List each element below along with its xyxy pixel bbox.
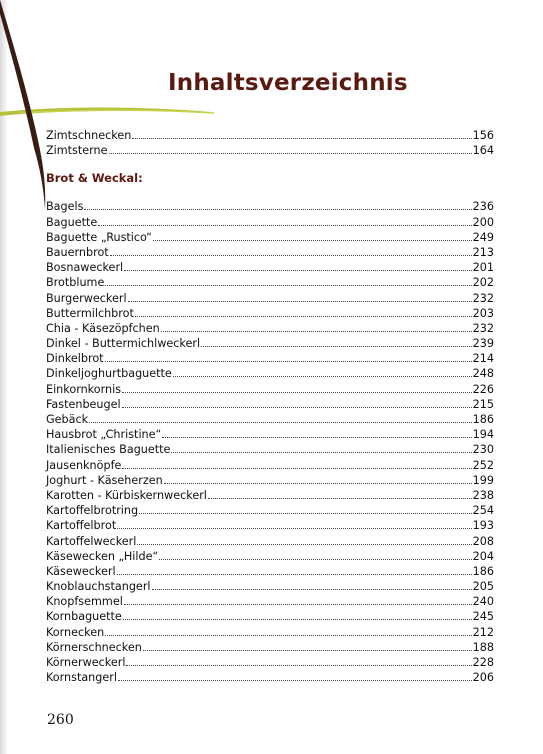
- toc-entry[interactable]: [46, 366, 494, 381]
- entry-label: Körnerschnecken: [46, 640, 142, 654]
- toc-entry[interactable]: [46, 336, 494, 351]
- toc-entry[interactable]: [46, 199, 494, 214]
- toc-entry[interactable]: [46, 215, 494, 230]
- section-heading: Brot & Weckal:: [46, 171, 143, 186]
- dot-leader: [123, 619, 472, 620]
- green-grass-stroke: [0, 108, 212, 117]
- entry-label: Einkornkornis: [46, 382, 122, 396]
- dot-leader: [98, 225, 471, 226]
- dot-leader: [164, 483, 472, 484]
- dot-leader: [117, 528, 471, 529]
- entry-page: 232: [472, 291, 494, 305]
- entry-page: 228: [472, 656, 494, 669]
- entry-page: 236: [472, 200, 494, 214]
- entry-label: Gebäck: [46, 413, 89, 426]
- entry-page: 239: [472, 337, 494, 351]
- dot-leader: [162, 437, 471, 438]
- toc-entry[interactable]: [46, 549, 494, 564]
- entry-label: Kornbaguette: [46, 610, 122, 624]
- toc-entry[interactable]: [46, 321, 494, 336]
- entry-page: 193: [472, 519, 494, 533]
- entry-page: 203: [472, 306, 494, 320]
- entry-label: Dinkeljoghurtbaguette: [46, 367, 172, 381]
- dot-leader: [132, 138, 471, 139]
- dot-leader: [137, 544, 471, 545]
- toc-entry[interactable]: [46, 473, 494, 488]
- entry-page: 200: [472, 215, 494, 229]
- entry-page: 202: [472, 276, 494, 290]
- dot-leader: [122, 468, 471, 469]
- entry-label: Chia - Käsezöpfchen: [46, 321, 160, 335]
- entry-label: Joghurt - Käseherzen: [46, 473, 163, 487]
- toc-entry[interactable]: [46, 351, 494, 366]
- dot-leader: [128, 301, 472, 302]
- entry-page: 204: [472, 549, 494, 563]
- entry-page: 194: [472, 428, 494, 442]
- entry-label: Zimtschnecken: [46, 129, 132, 142]
- toc-entry[interactable]: [46, 640, 494, 655]
- dot-leader: [89, 422, 472, 423]
- entry-label: Burgerweckerl: [46, 291, 127, 305]
- dot-leader: [124, 270, 471, 271]
- entry-page: 248: [472, 367, 494, 381]
- dot-leader: [143, 650, 472, 651]
- entry-page: 208: [472, 534, 494, 548]
- entry-page: 206: [472, 671, 494, 685]
- dot-leader: [124, 604, 472, 605]
- dot-leader: [105, 635, 471, 636]
- dot-leader: [118, 680, 472, 681]
- toc-entry[interactable]: [46, 291, 494, 306]
- entry-label: Bosnaweckerl: [46, 261, 124, 275]
- toc-entry[interactable]: [46, 260, 494, 275]
- entry-page: 238: [472, 488, 494, 502]
- entry-label: Brotblume: [46, 276, 105, 290]
- entry-label: Jausenknöpfe: [46, 458, 122, 472]
- entry-label: Baguette „Rustico“: [46, 230, 152, 244]
- toc-entry[interactable]: [46, 412, 494, 427]
- entry-page: 245: [472, 610, 494, 624]
- entry-label: Körnerweckerl: [46, 656, 126, 669]
- toc-entry[interactable]: [46, 230, 494, 245]
- dot-leader: [109, 153, 472, 154]
- entry-label: Knoblauchstangerl: [46, 580, 151, 594]
- entry-label: Kartoffelweckerl: [46, 534, 137, 548]
- entry-page: 186: [472, 564, 494, 578]
- toc-entry[interactable]: [46, 670, 494, 685]
- toc-entry[interactable]: [46, 382, 494, 397]
- toc-entry[interactable]: [46, 306, 494, 321]
- entry-label: Buttermilchbrot: [46, 306, 134, 320]
- entry-label: Baguette: [46, 215, 98, 229]
- entry-page: 205: [472, 580, 494, 594]
- entry-label: Kornstangerl: [46, 671, 117, 685]
- table-of-contents: [46, 128, 494, 685]
- entry-page: 232: [472, 321, 494, 335]
- entry-page: 188: [472, 640, 494, 654]
- dot-leader: [159, 559, 471, 560]
- entry-label: Kartoffelbrotring: [46, 504, 139, 518]
- page-title: Inhaltsverzeichnis: [168, 70, 408, 96]
- toc-entry[interactable]: [46, 655, 494, 670]
- toc-entry[interactable]: [46, 245, 494, 260]
- dot-leader: [139, 513, 472, 514]
- toc-entry[interactable]: [46, 397, 494, 412]
- entry-page: 164: [472, 144, 494, 158]
- toc-entry[interactable]: [46, 503, 494, 518]
- toc-entry[interactable]: [46, 609, 494, 624]
- toc-entry[interactable]: [46, 518, 494, 533]
- entry-page: 254: [472, 504, 494, 518]
- dot-leader: [152, 589, 472, 590]
- page-shadow: [0, 0, 8, 754]
- entry-label: Karotten - Kürbiskernweckerl: [46, 488, 207, 502]
- dot-leader: [173, 376, 472, 377]
- toc-entry[interactable]: [46, 458, 494, 473]
- toc-entry[interactable]: [46, 427, 494, 442]
- entry-page: 186: [472, 413, 494, 426]
- entry-page: 212: [472, 625, 494, 639]
- dot-leader: [208, 498, 472, 499]
- page-number: 260: [47, 712, 74, 728]
- dot-leader: [171, 452, 471, 453]
- entry-label: Hausbrot „Christine“: [46, 428, 162, 442]
- dot-leader: [153, 240, 472, 241]
- entry-page: 230: [472, 443, 494, 457]
- dot-leader: [117, 574, 472, 575]
- toc-entry[interactable]: [46, 488, 494, 503]
- dot-leader: [135, 316, 472, 317]
- dot-leader: [110, 255, 472, 256]
- entry-label: Knopfsemmel: [46, 595, 123, 609]
- entry-page: 199: [472, 473, 494, 487]
- entry-label: Käsewecken „Hilde“: [46, 549, 159, 563]
- entry-label: Dinkel - Buttermichlweckerl: [46, 337, 201, 351]
- entry-page: 201: [472, 261, 494, 275]
- entry-page: 213: [472, 245, 494, 259]
- entry-page: 252: [472, 458, 494, 472]
- dot-leader: [122, 407, 472, 408]
- entry-page: 156: [472, 129, 494, 142]
- entry-label: Kornecken: [46, 625, 105, 639]
- dot-leader: [105, 361, 472, 362]
- dot-leader: [201, 346, 472, 347]
- toc-entry[interactable]: [46, 564, 494, 579]
- entry-label: Bauernbrot: [46, 245, 109, 259]
- dot-leader: [161, 331, 472, 332]
- entry-label: Italienisches Baguette: [46, 443, 171, 457]
- toc-entry[interactable]: [46, 275, 494, 290]
- entry-page: 240: [472, 595, 494, 609]
- entry-page: 249: [472, 230, 494, 244]
- toc-entry[interactable]: [46, 625, 494, 640]
- toc-entry[interactable]: [46, 534, 494, 549]
- toc-entry[interactable]: [46, 128, 494, 143]
- entry-label: Fastenbeugel: [46, 397, 121, 411]
- toc-entry[interactable]: [46, 579, 494, 594]
- toc-entry[interactable]: [46, 143, 494, 158]
- entry-page: 214: [472, 352, 494, 366]
- entry-page: 226: [472, 382, 494, 396]
- dot-leader: [105, 285, 471, 286]
- dot-leader: [84, 209, 471, 210]
- entry-label: Bagels: [46, 200, 84, 214]
- entry-page: 215: [472, 397, 494, 411]
- entry-label: Käseweckerl: [46, 564, 116, 578]
- toc-entry[interactable]: [46, 594, 494, 609]
- green-grass-stroke-thin: [20, 110, 214, 113]
- entry-label: Dinkelbrot: [46, 352, 104, 366]
- entry-label: Kartoffelbrot: [46, 519, 117, 533]
- entry-label: Zimtsterne: [46, 144, 108, 158]
- dot-leader: [122, 392, 472, 393]
- toc-entry[interactable]: [46, 442, 494, 457]
- dot-leader: [126, 665, 471, 666]
